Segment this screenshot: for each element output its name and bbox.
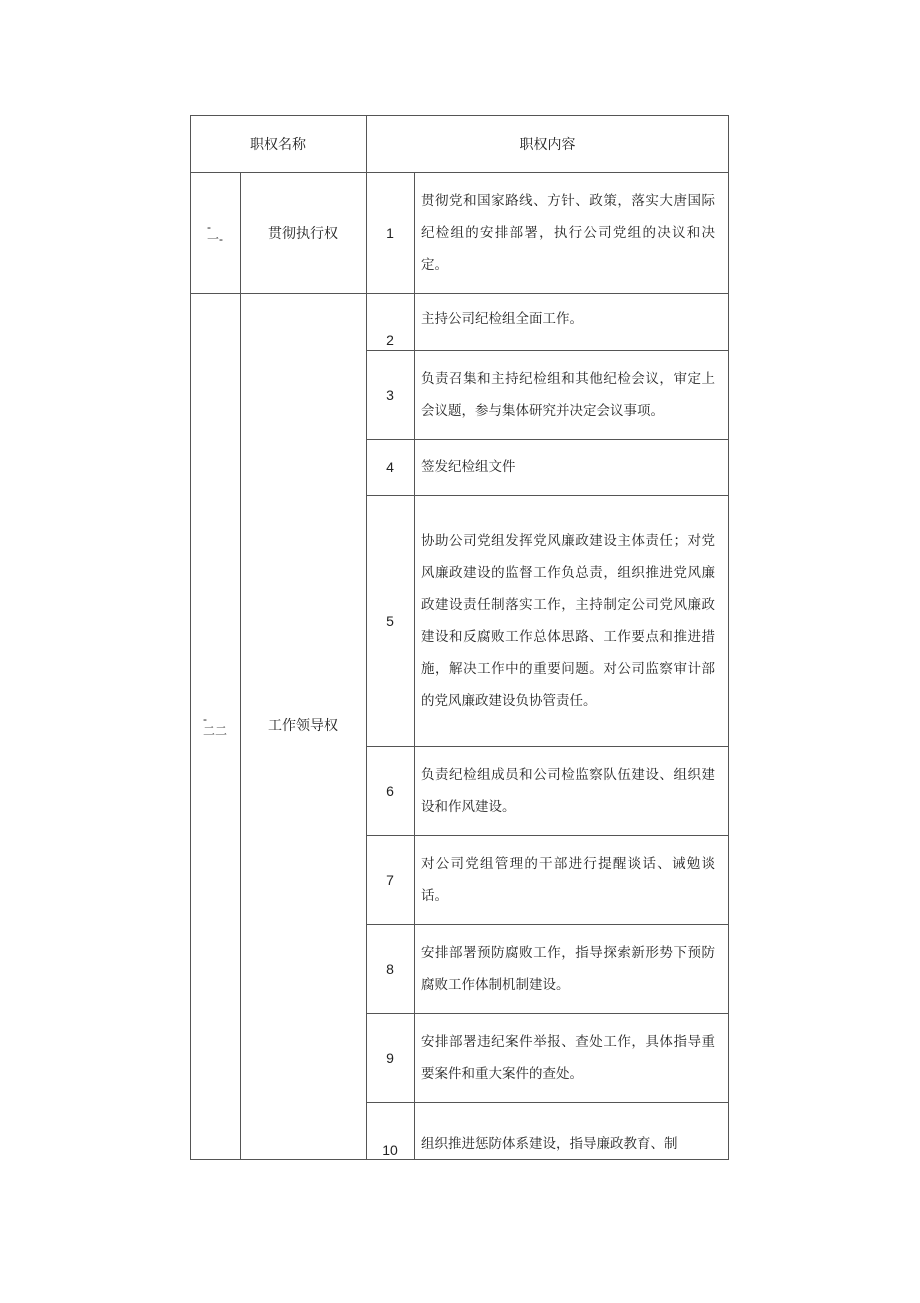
group-name: 工作领导权 bbox=[268, 718, 338, 734]
row-number: 4 bbox=[386, 459, 394, 475]
row-number: 1 bbox=[386, 224, 394, 241]
row-content: 组织推进惩防体系建设，指导廉政教育、制 bbox=[421, 1136, 678, 1152]
divider-v-index bbox=[240, 172, 241, 1160]
group-index-mark: - 二二 bbox=[202, 712, 227, 738]
row-number: 9 bbox=[386, 1049, 394, 1066]
row-number: 8 bbox=[386, 960, 394, 977]
row-content: 安排部署违纪案件举报、查处工作，具体指导重要案件和重大案件的查处。 bbox=[421, 1033, 715, 1082]
row-content: 对公司党组管理的干部进行提醒谈话、诫勉谈话。 bbox=[421, 855, 715, 904]
row-number: 3 bbox=[386, 386, 394, 403]
group-index-mark: - 一- bbox=[207, 219, 223, 246]
header-authority-content: 职权内容 bbox=[519, 136, 576, 153]
row-content: 安排部署预防腐败工作，指导探索新形势下预防腐败工作体制机制建设。 bbox=[421, 944, 715, 993]
row-content: 主持公司纪检组全面工作。 bbox=[421, 311, 583, 327]
row-number: 5 bbox=[386, 612, 394, 629]
row-number: 2 bbox=[386, 332, 394, 348]
row-content: 协助公司党组发挥党风廉政建设主体责任；对党风廉政建设的监督工作负总责，组织推进党风廉政建设责任制落实工作，主持制定公司党风廉政建设和反腐败工作总体思路、工作要点和推进措施，解决工作中的重要问题。对公司监察审计部的党风廉政建设负协管责任。 bbox=[421, 532, 715, 709]
row-content: 负责纪检组成员和公司检监察队伍建设、组织建设和作风建设。 bbox=[421, 766, 715, 815]
row-content: 贯彻党和国家路线、方针、政策，落实大唐国际纪检组的安排部署，执行公司党组的决议和决定。 bbox=[421, 192, 715, 273]
row-content: 负责召集和主持纪检组和其他纪检会议，审定上会议题，参与集体研究并决定会议事项。 bbox=[421, 370, 715, 419]
row-number: 6 bbox=[386, 782, 394, 799]
group-name: 贯彻执行权 bbox=[268, 225, 338, 242]
row-content: 签发纪检组文件 bbox=[421, 459, 516, 475]
row-number: 7 bbox=[386, 871, 394, 888]
row-number: 10 bbox=[382, 1142, 398, 1158]
header-authority-name: 职权名称 bbox=[250, 136, 306, 153]
